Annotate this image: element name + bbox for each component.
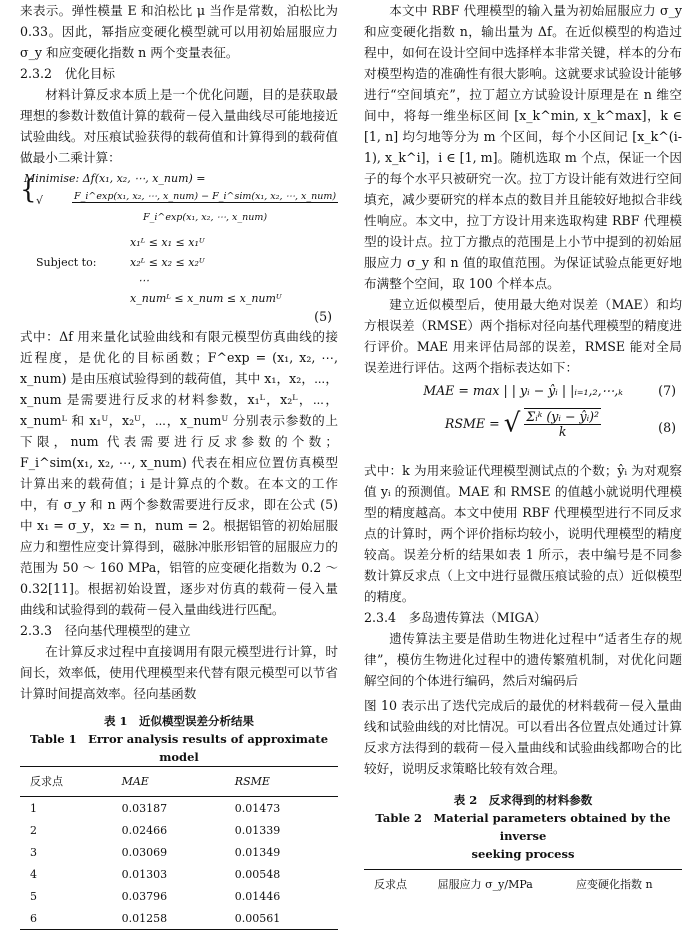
table1-caption-en: Table 1 Error analysis results of approximate model <box>29 732 329 764</box>
eq5-dots: ⋯ <box>138 274 149 287</box>
table1-header: 反求点 <box>20 767 112 797</box>
table-cell: 0.01339 <box>234 823 281 837</box>
right-column <box>364 0 682 899</box>
eq8-sqrt: √ <box>503 408 521 439</box>
paragraph-eq8-explain: 式中：k 为用来验证代理模型测试点的个数；ŷᵢ 为对观察值 yᵢ 的预测值。MAE 和 RMSE 的值越小就说明代理模型的精度越高。本文中使用 RBF 代理模型进行不同反求点的计算时，两个评价指标均较小，说明代理模型的精度较高。误差分析的结果如表 1 所示，表中编号是不同参数计算反求点（上文中进行显微压痕试验的点）近似模型的精度。 <box>364 463 682 604</box>
paragraph-eq5-explain: 式中：Δf 用来量化试验曲线和有限元模型仿真曲线的接近程度，是优化的目标函数；F^exp = (x₁, x₂, ⋯, x_num) 是由压痕试验得到的载荷值，其中 x₁，x₂，⋯，x_num 是需要进行反求的材料参数，x₁ᴸ，x₂ᴸ，⋯，x_numᴸ 和 x₁ᵁ，x₂ᵁ，⋯，x_numᵁ 分别表示参数的上下限，num 代表需要进行反求参数的个数；F_i^sim(x₁, x₂, ⋯, x_num) 代表在相应位置仿真模型计算出来的载荷值；i 是计算点的个数。在本文的工作中，有 σ_y 和 n 两个参数需要进行反求，即在公式 (5) 中 x₁ = σ_y，x₂ = n，num = 2。根据铝管的初始屈服应力和塑性应变计算得到，磁脉冲胀形铝管的屈服应力的范围为 50 ～ 160 MPa，铝管的应变硬化指数为 0.2 ～ 0.32[11]。根据初始设置，逐步对仿真的载荷－侵入量曲线和试验得到的载荷－侵入量曲线进行匹配。 <box>20 329 338 617</box>
table-cell: 0.02466 <box>121 823 168 837</box>
heading-2-3-4: 2.3.4 多岛遗传算法（MIGA） <box>364 610 547 625</box>
table-cell: 0.03187 <box>121 801 168 815</box>
paragraph-error-metrics: 建立近似模型后，使用最大绝对误差（MAE）和均方根误差（RMSE）两个指标对径向基代理模型的精度进行评价。MAE 用来评估局部的误差，RMSE 能对全局误差进行评估。这两个指标表达如下： <box>364 297 682 375</box>
table-row <box>20 907 338 930</box>
eq5-frac <box>72 186 338 228</box>
eq8-number: (8) <box>658 420 676 435</box>
paragraph-figure10: 图 10 表示出了迭代完成后的最优的材料载荷－侵入量曲线和试验曲线的对比情况。可以看出各位置点处通过计算反求方法得到的载荷－侵入量曲线和试验曲线都吻合的比较好，说明反求策略比较有效合理。 <box>364 698 682 776</box>
eq5-c3: x_numᴸ ≤ x_num ≤ x_numᵁ <box>130 292 282 305</box>
table-cell: 4 <box>30 867 37 881</box>
table2-caption-en2: seeking process <box>471 847 575 861</box>
heading-2-3-2: 2.3.2 优化目标 <box>20 66 116 81</box>
heading-2-3-3: 2.3.3 径向基代理模型的建立 <box>20 623 191 638</box>
eq5-sqrt: √ <box>36 194 44 207</box>
table-cell: 2 <box>30 823 37 837</box>
table-cell: 6 <box>30 911 37 925</box>
paragraph-miga: 遗传算法主要是借助生物进化过程中“适者生存的规律”，模仿生物进化过程中的遗传繁殖机制，对优化问题解空间的个体进行编码，然后对编码后 <box>364 631 682 688</box>
table2-caption-cn: 表 2 反求得到的材料参数 <box>453 793 593 807</box>
table-cell: 0.00561 <box>234 911 281 925</box>
equation-5 <box>20 168 338 308</box>
eq5-number: (5) <box>314 309 332 324</box>
table-cell: 5 <box>30 889 37 903</box>
paragraph-top: 来表示。弹性模量 E 和泊松比 μ 当作是常数，泊松比为 0.33。因此，幂指应变硬化模型就可以用初始屈服应力 σ_y 和应变硬化指数 n 两个变量表征。 <box>20 3 338 60</box>
eq5-min-line: Minimise: Δf(x₁, x₂, ⋯, x_num) = <box>24 172 206 185</box>
table-cell: 0.01446 <box>234 889 281 903</box>
equation-7 <box>364 378 682 404</box>
table2 <box>364 869 682 899</box>
table2-header: 反求点 <box>374 878 407 891</box>
table2-caption-en1: Table 2 Material parameters obtained by the inverse <box>375 811 671 843</box>
eq5-frac-num: F_i^exp(x₁, x₂, ⋯, x_num) − F_i^sim(x₁, x₂, ⋯, x_num) <box>74 191 337 202</box>
eq8-frac <box>524 408 601 439</box>
table-cell: 0.03069 <box>121 845 168 859</box>
table-row <box>20 863 338 885</box>
table-cell: 0.00548 <box>234 867 281 881</box>
eq5-c1: x₁ᴸ ≤ x₁ ≤ x₁ᵁ <box>130 236 205 249</box>
eq8-frac-num: Σᵢᵏ (yᵢ − ŷᵢ)² <box>526 409 600 424</box>
table2-header-row <box>364 870 682 900</box>
paragraph-rbf-inputs: 本文中 RBF 代理模型的输入量为初始屈服应力 σ_y 和应变硬化指数 n，输出量为 Δf。在近似模型的构造过程中，如何在设计空间中选择样本非常关键，样本的分布对模型构造的准确性有很大影响。这就要求试验设计能够进行“空间填充”，拉丁超立方试验设计原理是在 n 维空间中，将每一维坐标区间 [x_k^min, x_k^max]，k ∈ [1, n] 均匀地等分为 m 个区间，每个小区间记 [x_k^(i-1), x_k^i]，i ∈ [1, m]。随机选取 m 个点，保证一个因子的每个水平只被研究一次。拉丁方设计能有效进行空间填充，减少要研究的样本点的数目并且能较好地拟合非线性响应。本文中，拉丁方设计用来选取构建 RBF 代理模型的设计点。拉丁方撒点的范围是上小节中提到的初始屈服应力 σ_y 和 n 值的取值范围。为保证试验点能更好地布满整个空间，取 100 个样本点。 <box>364 3 682 291</box>
left-column <box>20 0 338 930</box>
table1-header-row <box>20 767 338 797</box>
table1-header: MAE <box>112 767 225 797</box>
eq8-lhs: RSME = <box>444 416 500 431</box>
table2-header: 应变硬化指数 n <box>575 878 653 891</box>
table-row <box>20 841 338 863</box>
table-cell: 0.01258 <box>121 911 168 925</box>
table-cell: 3 <box>30 845 37 859</box>
table-cell: 0.01473 <box>234 801 281 815</box>
table2-header: 屈服应力 σ_y/MPa <box>437 878 533 891</box>
table-cell: 0.03796 <box>121 889 168 903</box>
eq5-brace: { <box>20 175 37 205</box>
eq8-frac-den: k <box>558 424 567 439</box>
equation-8 <box>364 404 682 460</box>
paragraph-optimization: 材料计算反求本质上是一个优化问题，目的是获取最理想的参数计数值计算的载荷－侵入量曲线尽可能地接近试验曲线。对压痕试验获得的载荷值和计算得到的载荷值做最小二乘计算： <box>20 87 338 165</box>
eq7-number: (7) <box>658 383 676 398</box>
eq7-text: MAE = max | | yᵢ − ŷᵢ | |ᵢ₌₁,₂,⋯,ₖ <box>423 383 623 398</box>
table-cell: 0.01303 <box>121 867 168 881</box>
paragraph-rbf: 在计算反求过程中直接调用有限元模型进行计算，时间长，效率低，使用代理模型来代替有限元模型可以节省计算时间提高效率。径向基函数 <box>20 644 338 701</box>
eq5-c2: x₂ᴸ ≤ x₂ ≤ x₂ᵁ <box>130 256 205 269</box>
eq5-subject: Subject to: <box>36 256 97 269</box>
eq5-frac-den: F_i^exp(x₁, x₂, ⋯, x_num) <box>142 212 268 223</box>
table1 <box>20 766 338 930</box>
table-cell: 0.01349 <box>234 845 281 859</box>
table-row <box>20 797 338 820</box>
table-row <box>20 885 338 907</box>
table1-caption-cn: 表 1 近似模型误差分析结果 <box>103 714 254 728</box>
table-cell: 1 <box>30 801 37 815</box>
table1-header: RSME <box>225 767 338 797</box>
table-row <box>20 819 338 841</box>
